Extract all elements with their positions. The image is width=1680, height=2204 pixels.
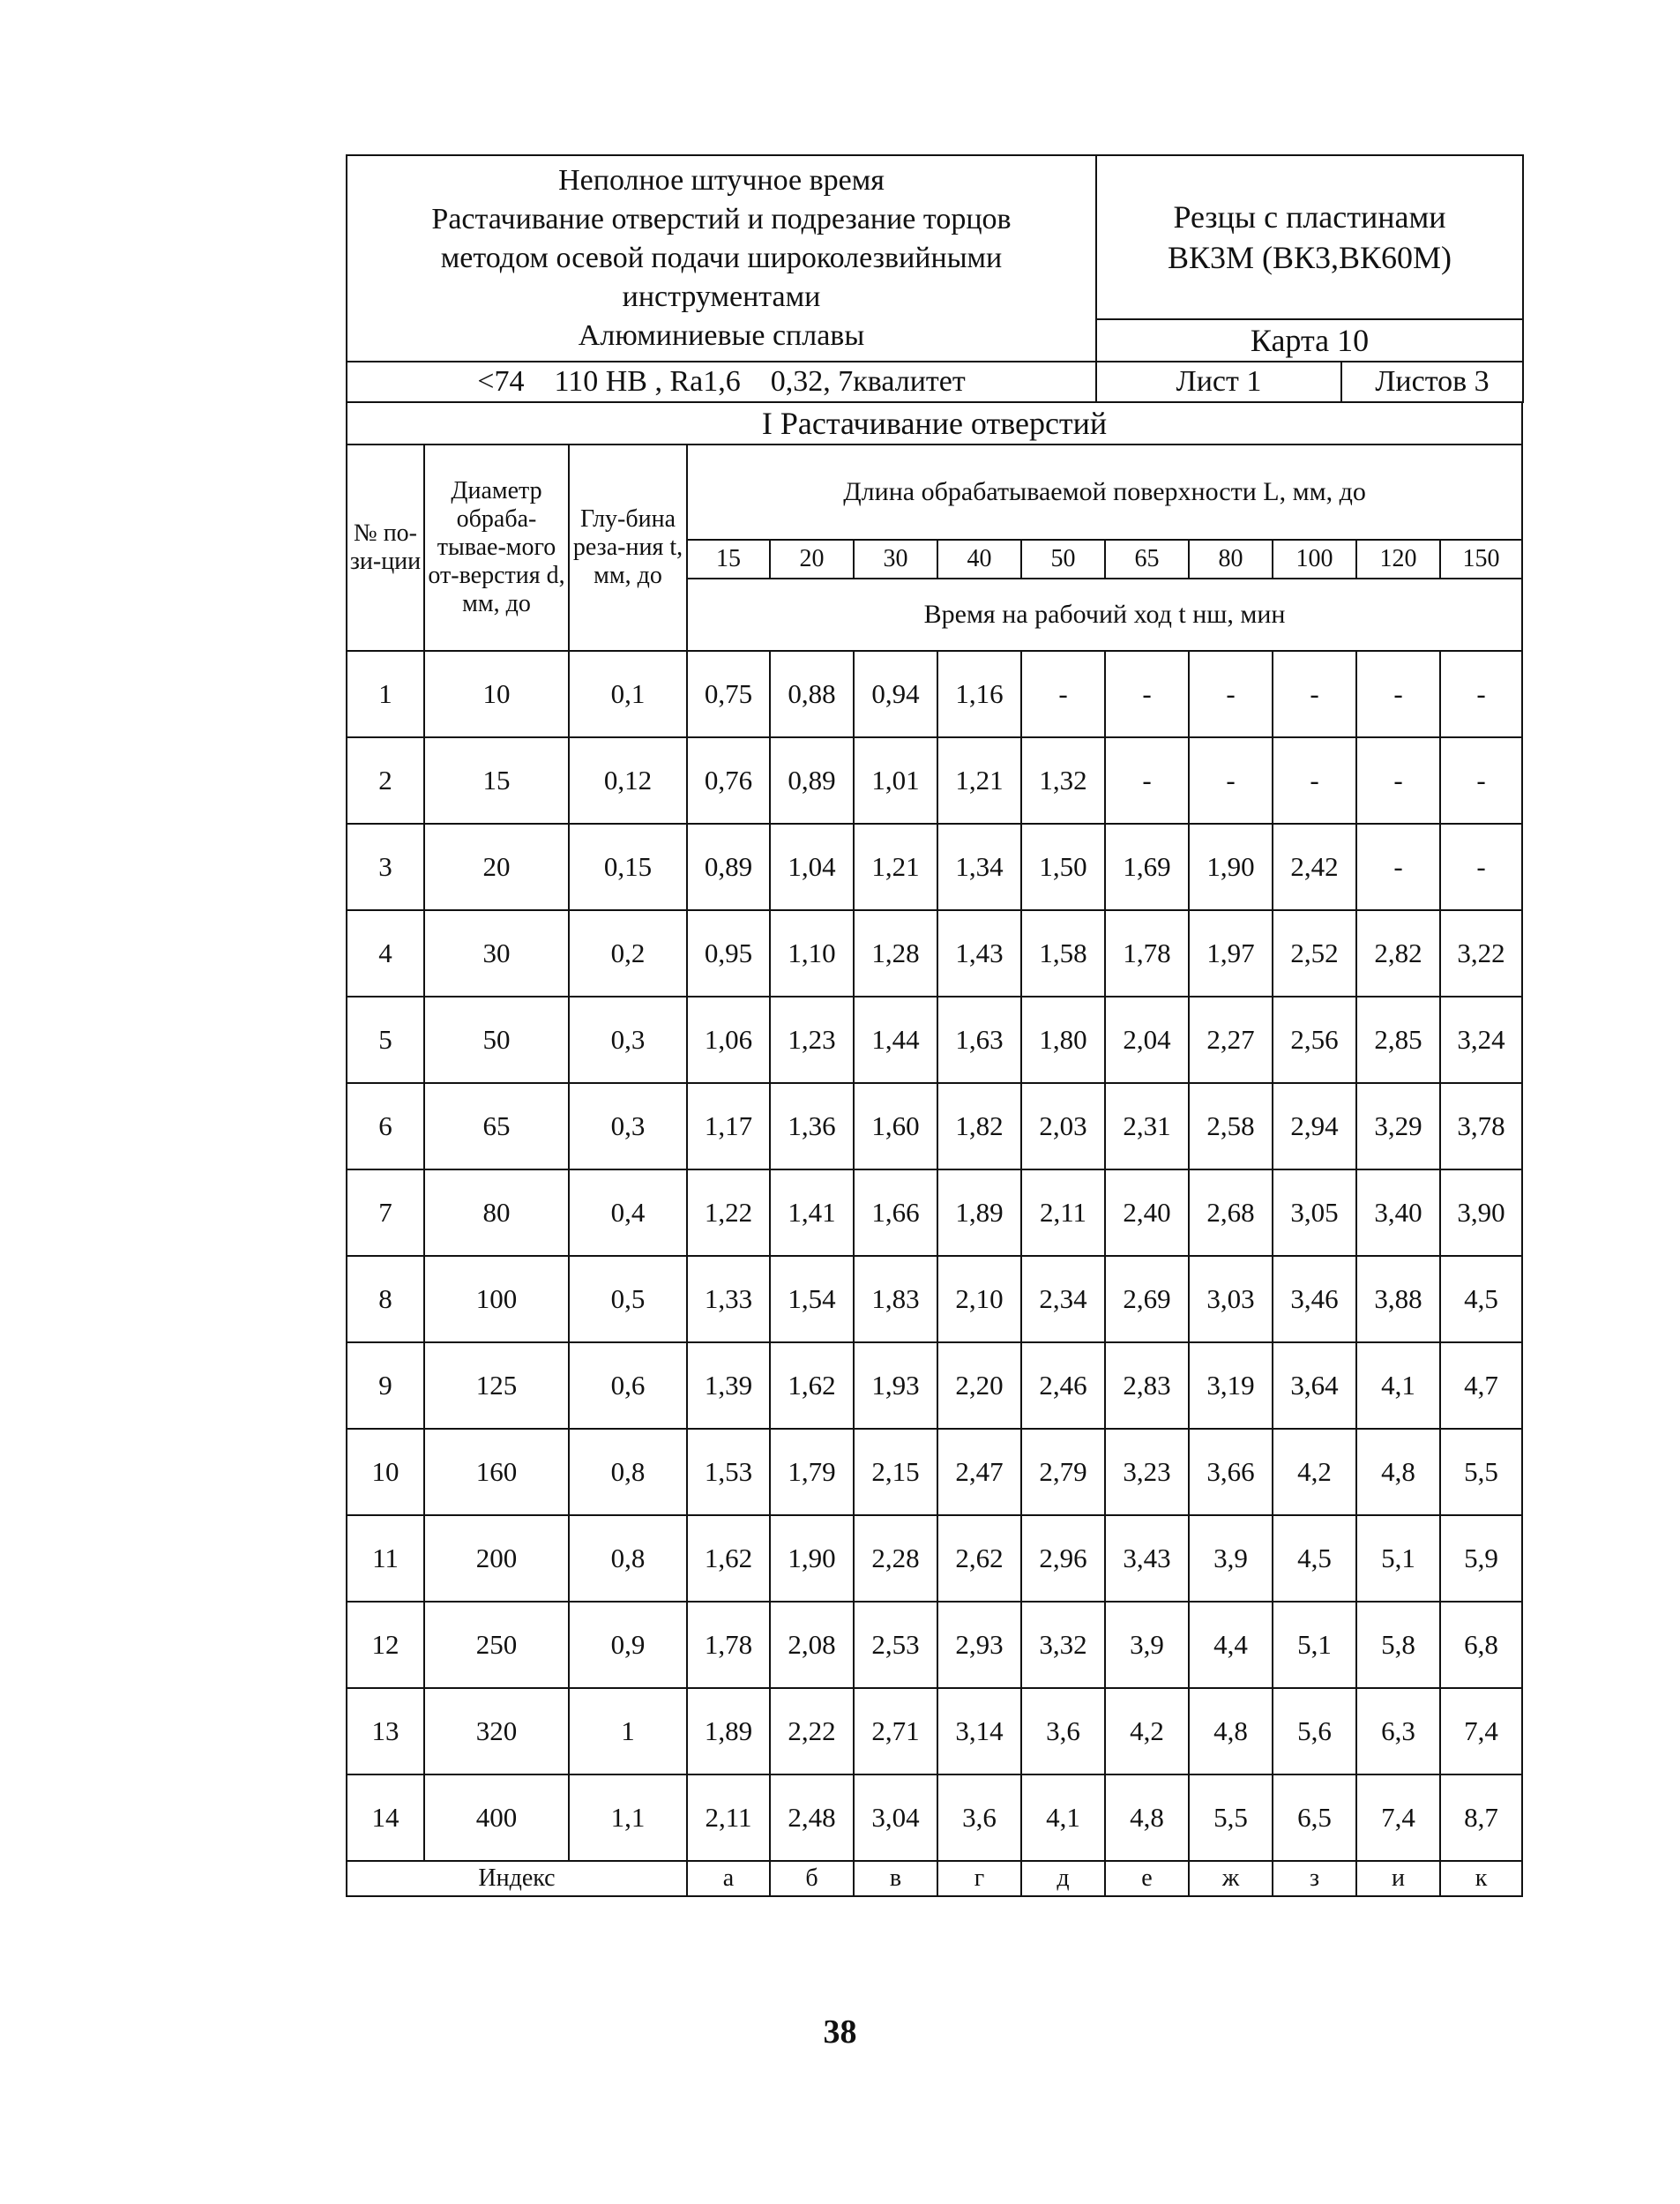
title-line: Растачивание отверстий и подрезание торцов [431,203,1012,235]
time-cell: 1,23 [770,997,854,1083]
index-letter: г [937,1861,1021,1896]
length-header: 80 [1189,540,1273,579]
time-cell: 3,29 [1356,1083,1440,1169]
time-cell: 1,82 [937,1083,1021,1169]
time-cell: - [1105,737,1189,824]
card-number: Карта 10 [1096,319,1523,362]
time-cell: 1,04 [770,824,854,910]
time-cell: 5,6 [1273,1688,1356,1774]
time-cell: 4,8 [1356,1429,1440,1515]
time-cell: 4,5 [1440,1256,1522,1342]
time-cell: 6,5 [1273,1774,1356,1861]
time-cell: 1,17 [687,1083,770,1169]
depth-cell: 0,9 [569,1602,687,1688]
time-cell: 2,27 [1189,997,1273,1083]
diameter-cell: 125 [424,1342,569,1429]
depth-cell: 0,8 [569,1429,687,1515]
table-row [347,737,1522,824]
index-letter: з [1273,1861,1356,1896]
time-cell: 2,11 [687,1774,770,1861]
time-cell: 2,79 [1021,1429,1105,1515]
time-cell: 1,97 [1189,910,1273,997]
time-cell: 1,89 [687,1688,770,1774]
depth-cell: 0,12 [569,737,687,824]
time-cell: 4,1 [1021,1774,1105,1861]
time-cell: 0,89 [687,824,770,910]
length-header: 120 [1356,540,1440,579]
time-cell: 3,40 [1356,1169,1440,1256]
time-cell: 2,42 [1273,824,1356,910]
time-cell: 3,78 [1440,1083,1522,1169]
time-cell: 4,4 [1189,1602,1273,1688]
diameter-cell: 20 [424,824,569,910]
length-header: 20 [770,540,854,579]
time-cell: 3,24 [1440,997,1522,1083]
position-cell: 12 [347,1602,424,1688]
table-row [347,824,1522,910]
length-header: 30 [854,540,937,579]
table-row [347,1256,1522,1342]
position-cell: 4 [347,910,424,997]
table-row [347,1774,1522,1861]
time-cell: 2,22 [770,1688,854,1774]
time-cell: 3,14 [937,1688,1021,1774]
position-cell: 1 [347,651,424,737]
time-caption: Время на рабочий ход t нш, мин [687,579,1522,651]
time-cell: 0,94 [854,651,937,737]
time-cell: 2,04 [1105,997,1189,1083]
time-cell: - [1356,737,1440,824]
depth-cell: 0,6 [569,1342,687,1429]
depth-cell: 0,3 [569,997,687,1083]
depth-cell: 1,1 [569,1774,687,1861]
time-cell: 1,60 [854,1083,937,1169]
time-cell: 1,93 [854,1342,937,1429]
time-cell: 1,10 [770,910,854,997]
position-cell: 11 [347,1515,424,1602]
sheets-total: Листов 3 [1341,362,1523,402]
table-row [347,1429,1522,1515]
time-cell: 1,53 [687,1429,770,1515]
time-cell: 1,41 [770,1169,854,1256]
conditions-line: <74 110 НВ , Ra1,6 0,32, 7квалитет [347,362,1096,402]
position-cell: 9 [347,1342,424,1429]
table-row [347,997,1522,1083]
time-cell: 0,76 [687,737,770,824]
time-cell: 1,79 [770,1429,854,1515]
time-cell: - [1440,824,1522,910]
tool-line: Резцы с пластинами [1173,198,1446,235]
length-header: 50 [1021,540,1105,579]
time-cell: 1,69 [1105,824,1189,910]
time-cell: 1,32 [1021,737,1105,824]
time-cell: 2,68 [1189,1169,1273,1256]
time-cell: 5,1 [1356,1515,1440,1602]
diameter-cell: 15 [424,737,569,824]
depth-cell: 0,1 [569,651,687,737]
time-cell: 1,80 [1021,997,1105,1083]
time-cell: 1,34 [937,824,1021,910]
material-line: Алюминиевые сплавы [578,319,865,352]
time-cell: 2,40 [1105,1169,1189,1256]
section-title: I Растачивание отверстий [347,402,1522,445]
time-cell: 2,94 [1273,1083,1356,1169]
index-letter: е [1105,1861,1189,1896]
time-cell: 5,5 [1440,1429,1522,1515]
time-cell: 2,53 [854,1602,937,1688]
length-header: 100 [1273,540,1356,579]
position-cell: 2 [347,737,424,824]
time-cell: 3,19 [1189,1342,1273,1429]
time-cell: 2,03 [1021,1083,1105,1169]
time-cell: 1,21 [854,824,937,910]
title-line: методом осевой подачи широколезвийными [440,242,1003,274]
time-cell: 2,85 [1356,997,1440,1083]
time-cell: 1,63 [937,997,1021,1083]
time-cell: 1,06 [687,997,770,1083]
time-cell: 4,7 [1440,1342,1522,1429]
position-cell: 13 [347,1688,424,1774]
time-cell: 3,9 [1105,1602,1189,1688]
norm-card-sheet [346,154,1522,1897]
time-cell: 3,66 [1189,1429,1273,1515]
time-cell: 1,83 [854,1256,937,1342]
time-cell: 2,82 [1356,910,1440,997]
time-cell: 1,62 [687,1515,770,1602]
time-cell: 1,54 [770,1256,854,1342]
time-cell: 2,31 [1105,1083,1189,1169]
time-cell: 3,03 [1189,1256,1273,1342]
position-cell: 5 [347,997,424,1083]
time-cell: 4,5 [1273,1515,1356,1602]
table-row [347,1602,1522,1688]
depth-cell: 1 [569,1688,687,1774]
time-cell: - [1189,651,1273,737]
time-cell: 2,11 [1021,1169,1105,1256]
table-row [347,1688,1522,1774]
depth-cell: 0,8 [569,1515,687,1602]
table-row [347,1342,1522,1429]
time-cell: 2,52 [1273,910,1356,997]
time-cell: - [1273,737,1356,824]
time-cell: 7,4 [1356,1774,1440,1861]
time-cell: 2,34 [1021,1256,1105,1342]
diameter-cell: 80 [424,1169,569,1256]
time-cell: 1,16 [937,651,1021,737]
time-cell: 1,36 [770,1083,854,1169]
time-cell: 1,78 [1105,910,1189,997]
position-cell: 6 [347,1083,424,1169]
time-cell: 5,8 [1356,1602,1440,1688]
time-cell: 2,83 [1105,1342,1189,1429]
time-cell: - [1273,651,1356,737]
time-cell: 2,56 [1273,997,1356,1083]
time-cell: 0,75 [687,651,770,737]
time-cell: 2,28 [854,1515,937,1602]
time-cell: 3,88 [1356,1256,1440,1342]
time-cell: 2,15 [854,1429,937,1515]
index-label: Индекс [347,1861,687,1896]
time-cell: 4,8 [1189,1688,1273,1774]
time-cell: 1,90 [770,1515,854,1602]
index-letter: а [687,1861,770,1896]
time-cell: 3,90 [1440,1169,1522,1256]
diameter-cell: 400 [424,1774,569,1861]
time-cell: 2,62 [937,1515,1021,1602]
time-cell: 2,10 [937,1256,1021,1342]
col-position-header: № по-зи-ции [347,445,424,651]
time-cell: 3,6 [1021,1688,1105,1774]
position-cell: 7 [347,1169,424,1256]
time-cell: 1,43 [937,910,1021,997]
time-cell: - [1189,737,1273,824]
time-cell: 1,28 [854,910,937,997]
time-cell: 1,21 [937,737,1021,824]
time-cell: 2,58 [1189,1083,1273,1169]
time-cell: 0,88 [770,651,854,737]
time-cell: - [1356,651,1440,737]
time-cell: 2,71 [854,1688,937,1774]
length-header: 150 [1440,540,1522,579]
time-cell: 2,46 [1021,1342,1105,1429]
col-diameter-header: Диаметр обраба-тывае-мого от-верстия d, мм, до [424,445,569,651]
diameter-cell: 100 [424,1256,569,1342]
length-header: 40 [937,540,1021,579]
time-cell: 1,62 [770,1342,854,1429]
time-cell: 2,96 [1021,1515,1105,1602]
time-cell: 3,9 [1189,1515,1273,1602]
time-cell: 1,44 [854,997,937,1083]
index-letter: д [1021,1861,1105,1896]
position-cell: 10 [347,1429,424,1515]
position-cell: 3 [347,824,424,910]
diameter-cell: 160 [424,1429,569,1515]
depth-cell: 0,5 [569,1256,687,1342]
depth-cell: 0,3 [569,1083,687,1169]
time-cell: 2,48 [770,1774,854,1861]
length-caption: Длина обрабатываемой поверхности L, мм, до [687,445,1522,540]
index-letter: к [1440,1861,1522,1896]
table-row [347,910,1522,997]
time-cell: 6,8 [1440,1602,1522,1688]
sheet-number: Лист 1 [1096,362,1341,402]
depth-cell: 0,15 [569,824,687,910]
time-cell: 1,39 [687,1342,770,1429]
time-cell: 4,2 [1105,1688,1189,1774]
time-cell: - [1105,651,1189,737]
position-cell: 14 [347,1774,424,1861]
time-cell: 4,2 [1273,1429,1356,1515]
col-depth-header: Глу-бина реза-ния t, мм, до [569,445,687,651]
depth-cell: 0,4 [569,1169,687,1256]
position-cell: 8 [347,1256,424,1342]
diameter-cell: 50 [424,997,569,1083]
time-cell: 5,5 [1189,1774,1273,1861]
time-cell: - [1021,651,1105,737]
time-cell: - [1440,651,1522,737]
title-line: инструментами [622,280,821,313]
time-cell: - [1356,824,1440,910]
time-cell: 2,93 [937,1602,1021,1688]
time-cell: 2,08 [770,1602,854,1688]
time-cell: 3,05 [1273,1169,1356,1256]
time-cell: 8,7 [1440,1774,1522,1861]
time-cell: 1,90 [1189,824,1273,910]
table-row [347,1083,1522,1169]
time-cell: 2,20 [937,1342,1021,1429]
card-title [347,155,1096,362]
time-cell: 3,04 [854,1774,937,1861]
depth-cell: 0,2 [569,910,687,997]
time-cell: 4,1 [1356,1342,1440,1429]
time-cell: 5,9 [1440,1515,1522,1602]
table-row [347,651,1522,737]
time-cell: 3,23 [1105,1429,1189,1515]
time-cell: 1,01 [854,737,937,824]
diameter-cell: 250 [424,1602,569,1688]
time-cell: 1,78 [687,1602,770,1688]
page-number: 38 [823,2013,857,2051]
diameter-cell: 30 [424,910,569,997]
time-cell: 3,32 [1021,1602,1105,1688]
index-letter: и [1356,1861,1440,1896]
length-header: 65 [1105,540,1189,579]
boring-time-table [346,401,1523,1897]
time-cell: 3,22 [1440,910,1522,997]
time-cell: 3,64 [1273,1342,1356,1429]
diameter-cell: 10 [424,651,569,737]
diameter-cell: 320 [424,1688,569,1774]
time-cell: 3,43 [1105,1515,1189,1602]
time-cell: - [1440,737,1522,824]
data-rows [347,651,1522,1861]
tool-line: ВК3М (ВК3,ВК60М) [1167,239,1452,275]
time-cell: 6,3 [1356,1688,1440,1774]
time-cell: 7,4 [1440,1688,1522,1774]
length-header: 15 [687,540,770,579]
table-row [347,1169,1522,1256]
time-cell: 3,6 [937,1774,1021,1861]
index-letter: ж [1189,1861,1273,1896]
diameter-cell: 200 [424,1515,569,1602]
time-cell: 1,89 [937,1169,1021,1256]
time-cell: 2,47 [937,1429,1021,1515]
card-header [346,154,1524,403]
time-cell: 2,69 [1105,1256,1189,1342]
time-cell: 1,50 [1021,824,1105,910]
table-row [347,1515,1522,1602]
title-line: Неполное штучное время [558,164,885,197]
time-cell: 0,89 [770,737,854,824]
time-cell: 4,8 [1105,1774,1189,1861]
time-cell: 3,46 [1273,1256,1356,1342]
tool-description [1096,155,1523,319]
time-cell: 1,22 [687,1169,770,1256]
diameter-cell: 65 [424,1083,569,1169]
time-cell: 0,95 [687,910,770,997]
index-letter: б [770,1861,854,1896]
time-cell: 5,1 [1273,1602,1356,1688]
time-cell: 1,58 [1021,910,1105,997]
time-cell: 1,66 [854,1169,937,1256]
index-letter: в [854,1861,937,1896]
time-cell: 1,33 [687,1256,770,1342]
